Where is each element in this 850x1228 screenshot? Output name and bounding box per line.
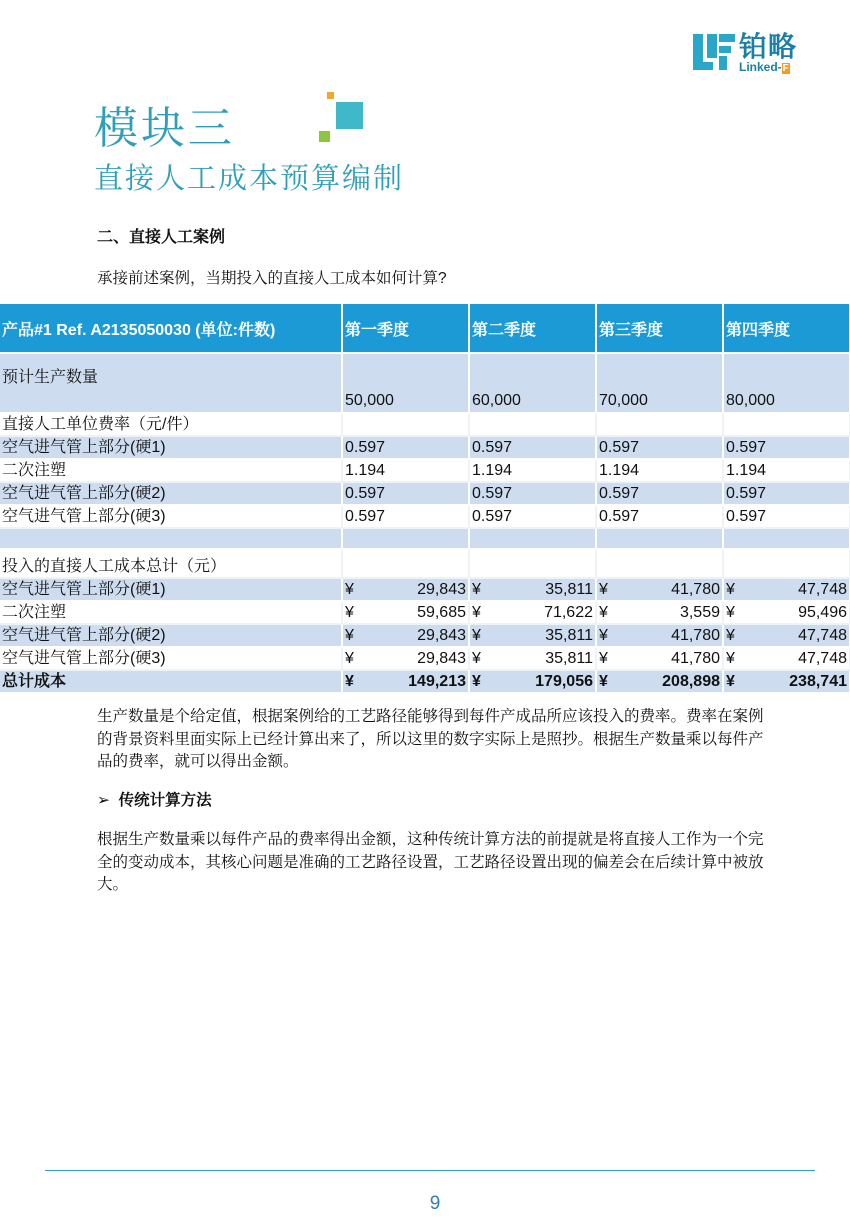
table-row (0, 482, 850, 505)
cell-value: 1.194 (469, 459, 596, 482)
currency-symbol: ¥ (726, 604, 735, 621)
row-label: 空气进气管上部分(硬1) (0, 578, 342, 601)
empty-cell (469, 528, 596, 549)
cell-amount: ¥ 238,741 (723, 670, 850, 693)
empty-cell (723, 413, 850, 436)
table-row (0, 505, 850, 528)
logo-f-mark: F (782, 63, 789, 74)
labor-cost-table (0, 304, 850, 694)
currency-symbol: ¥ (345, 650, 354, 667)
currency-symbol: ¥ (472, 627, 481, 644)
cell-amount: ¥ 3,559 (596, 601, 723, 624)
subheading (97, 790, 212, 812)
section-heading: 二、直接人工案例 (97, 229, 226, 246)
currency-symbol: ¥ (599, 673, 608, 690)
empty-cell (469, 413, 596, 436)
row-label: 总计成本 (0, 670, 342, 693)
row-label: 空气进气管上部分(硬2) (0, 482, 342, 505)
cell-amount: ¥ 35,811 (469, 624, 596, 647)
empty-cell (723, 549, 850, 578)
row-label: 空气进气管上部分(硬2) (0, 624, 342, 647)
table-row-total (0, 670, 850, 693)
cell-amount: ¥ 35,811 (469, 578, 596, 601)
row-label: 空气进气管上部分(硬1) (0, 436, 342, 459)
intro-text: 承接前述案例，当期投入的直接人工成本如何计算? (97, 270, 447, 287)
subheading-text: 传统计算方法 (118, 792, 212, 809)
page-number: 9 (429, 1193, 441, 1214)
empty-cell (596, 528, 723, 549)
currency-symbol: ¥ (472, 673, 481, 690)
cell-amount: ¥ 47,748 (723, 647, 850, 670)
table-row (0, 578, 850, 601)
empty-cell (342, 413, 469, 436)
cell-value: 0.597 (342, 505, 469, 528)
logo-chinese-name: 铂略 (739, 30, 798, 63)
cell-value: 1.194 (723, 459, 850, 482)
cell-amount: ¥ 29,843 (342, 624, 469, 647)
currency-symbol: ¥ (345, 627, 354, 644)
table-row (0, 647, 850, 670)
cell-value: 0.597 (596, 482, 723, 505)
cell-value: 50,000 (342, 353, 469, 413)
header-product: 产品#1 Ref. A2135050030 (单位:件数) (0, 304, 342, 353)
table-row (0, 459, 850, 482)
cell-value: 0.597 (723, 482, 850, 505)
currency-symbol: ¥ (726, 627, 735, 644)
cell-amount: ¥ 47,748 (723, 578, 850, 601)
table-row (0, 624, 850, 647)
linked-f-logo-icon (693, 34, 735, 72)
cell-value: 0.597 (469, 482, 596, 505)
row-label: 空气进气管上部分(硬3) (0, 505, 342, 528)
cell-amount: ¥ 35,811 (469, 647, 596, 670)
table-header-row (0, 304, 850, 353)
cell-amount: ¥ 47,748 (723, 624, 850, 647)
decor-square-teal (336, 102, 363, 129)
row-label: 二次注塑 (0, 601, 342, 624)
cell-amount: ¥ 41,780 (596, 578, 723, 601)
cell-amount: ¥ 71,622 (469, 601, 596, 624)
table-row-production (0, 353, 850, 413)
cell-amount: ¥ 29,843 (342, 578, 469, 601)
decor-square-green (319, 131, 330, 142)
table-row-rate-title (0, 413, 850, 436)
explanation-paragraph: 生产数量是个给定值，根据案例给的工艺路径能够得到每件产成品所应该投入的费率。费率在案例的背景资料里面实际上已经计算出来了，所以这里的数字实际上是照抄。根据生产数量乘以每件产品的费率，就可以得出金额。 (97, 708, 764, 770)
cell-amount: ¥ 149,213 (342, 670, 469, 693)
cell-value: 0.597 (469, 505, 596, 528)
currency-symbol: ¥ (599, 627, 608, 644)
table-row-cost-title (0, 549, 850, 578)
empty-cell (469, 549, 596, 578)
footer-divider (45, 1170, 815, 1171)
cell-amount: ¥ 59,685 (342, 601, 469, 624)
cell-value: 0.597 (596, 505, 723, 528)
empty-cell (596, 413, 723, 436)
cell-value: 0.597 (342, 482, 469, 505)
module-subtitle: 直接人工成本预算编制 (94, 161, 405, 195)
table-row (0, 436, 850, 459)
bullet-arrow-icon: ➢ (97, 792, 110, 809)
table-row (0, 601, 850, 624)
cell-value: 0.597 (723, 436, 850, 459)
currency-symbol: ¥ (599, 650, 608, 667)
currency-symbol: ¥ (345, 604, 354, 621)
row-label: 投入的直接人工成本总计（元） (0, 549, 342, 578)
row-label: 直接人工单位费率（元/件） (0, 413, 342, 436)
currency-symbol: ¥ (345, 581, 354, 598)
header-q2: 第二季度 (469, 304, 596, 353)
empty-cell (0, 528, 342, 549)
empty-cell (723, 528, 850, 549)
empty-cell (342, 549, 469, 578)
cell-value: 0.597 (342, 436, 469, 459)
row-label: 二次注塑 (0, 459, 342, 482)
row-label: 预计生产数量 (0, 353, 342, 413)
currency-symbol: ¥ (472, 604, 481, 621)
logo-english-name: Linked-F (739, 60, 789, 74)
cell-amount: ¥ 29,843 (342, 647, 469, 670)
brand-logo (693, 32, 813, 76)
header-q4: 第四季度 (723, 304, 850, 353)
currency-symbol: ¥ (599, 604, 608, 621)
cell-amount: ¥ 179,056 (469, 670, 596, 693)
cell-value: 60,000 (469, 353, 596, 413)
cell-amount: ¥ 95,496 (723, 601, 850, 624)
decor-square-orange (327, 92, 334, 99)
cell-value: 1.194 (342, 459, 469, 482)
cell-amount: ¥ 208,898 (596, 670, 723, 693)
cell-value: 80,000 (723, 353, 850, 413)
currency-symbol: ¥ (472, 650, 481, 667)
currency-symbol: ¥ (345, 673, 354, 690)
cell-value: 0.597 (596, 436, 723, 459)
currency-symbol: ¥ (726, 673, 735, 690)
cell-value: 0.597 (469, 436, 596, 459)
cell-value: 1.194 (596, 459, 723, 482)
header-q1: 第一季度 (342, 304, 469, 353)
currency-symbol: ¥ (726, 581, 735, 598)
method-paragraph: 根据生产数量乘以每件产品的费率得出金额，这种传统计算方法的前提就是将直接人工作为一个完全的变动成本，其核心问题是准确的工艺路径设置，工艺路径设置出现的偏差会在后续计算中被放大。 (97, 831, 764, 893)
currency-symbol: ¥ (599, 581, 608, 598)
currency-symbol: ¥ (472, 581, 481, 598)
module-title: 模块三 (94, 103, 235, 154)
row-label: 空气进气管上部分(硬3) (0, 647, 342, 670)
cell-amount: ¥ 41,780 (596, 647, 723, 670)
header-q3: 第三季度 (596, 304, 723, 353)
currency-symbol: ¥ (726, 650, 735, 667)
cell-value: 70,000 (596, 353, 723, 413)
cell-amount: ¥ 41,780 (596, 624, 723, 647)
cell-value: 0.597 (723, 505, 850, 528)
empty-cell (342, 528, 469, 549)
empty-cell (596, 549, 723, 578)
table-spacer-row (0, 528, 850, 549)
